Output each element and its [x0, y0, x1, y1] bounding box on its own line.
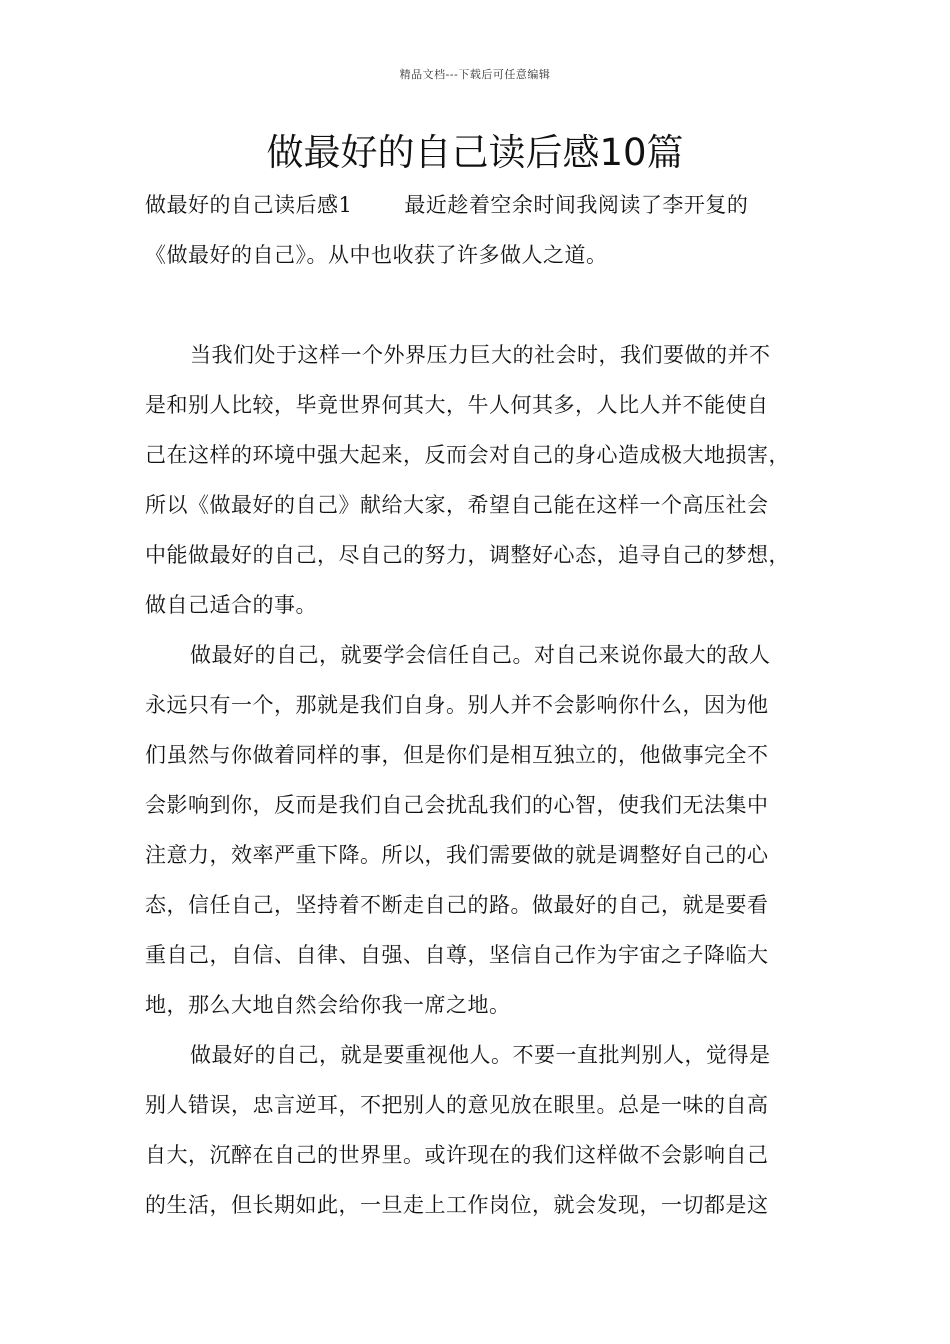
paragraph-line: 永远只有一个，那就是我们自身。别人并不会影响你什么，因为他: [145, 693, 769, 717]
paragraph-line: 所以《做最好的自己》献给大家，希望自己能在这样一个高压社会: [145, 493, 769, 517]
paragraph-line: 中能做最好的自己，尽自己的努力，调整好心态，追寻自己的梦想，: [145, 543, 790, 567]
document-body: [145, 180, 825, 1230]
header-note: 精品文档---下载后可任意编辑: [399, 68, 551, 81]
paragraph-line: 当我们处于这样一个外界压力巨大的社会时，我们要做的并不: [190, 343, 771, 367]
paragraph-line: 地，那么大地自然会给你我一席之地。: [145, 993, 511, 1017]
paragraph-line: 注意力，效率严重下降。所以，我们需要做的就是调整好自己的心: [145, 843, 769, 867]
paragraph-3: [145, 1030, 825, 1230]
paragraph-line: 重自己，自信、自律、自强、自尊，坚信自己作为宇宙之子降临大: [145, 943, 769, 967]
document-title: 做最好的自己读后感10篇: [266, 131, 684, 174]
paragraph-1: [145, 330, 825, 630]
paragraph-line: 己在这样的环境中强大起来，反而会对自己的身心造成极大地损害，: [145, 443, 790, 467]
paragraph-line: 态，信任自己，坚持着不断走自己的路。做最好的自己，就是要看: [145, 893, 769, 917]
intro-line-1-text: 最近趁着空余时间我阅读了李开复的: [404, 193, 749, 217]
intro-label: 做最好的自己读后感1: [145, 193, 353, 217]
paragraph-line: 是和别人比较，毕竟世界何其大，牛人何其多，人比人并不能使自: [145, 393, 769, 417]
paragraph-line: 做最好的自己，就是要重视他人。不要一直批判别人，觉得是: [190, 1043, 771, 1067]
paragraph-line: 自大，沉醉在自己的世界里。或许现在的我们这样做不会影响自己: [145, 1143, 769, 1167]
paragraph-line: 做自己适合的事。: [145, 593, 317, 617]
paragraph-line: 做最好的自己，就要学会信任自己。对自己来说你最大的敌人: [190, 643, 771, 667]
paragraph-gap: [145, 280, 825, 330]
intro-line-2: 《做最好的自己》。从中也收获了许多做人之道。: [145, 243, 608, 267]
paragraph-line: 别人错误，忠言逆耳，不把别人的意见放在眼里。总是一味的自高: [145, 1093, 769, 1117]
paragraph-line: 会影响到你，反而是我们自己会扰乱我们的心智，使我们无法集中: [145, 793, 769, 817]
intro-line-1: [145, 180, 825, 230]
paragraph-line: 们虽然与你做着同样的事，但是你们是相互独立的，他做事完全不: [145, 743, 769, 767]
paragraph-2: [145, 630, 825, 1030]
paragraph-line: 的生活，但长期如此，一旦走上工作岗位，就会发现，一切都是这: [145, 1193, 769, 1217]
